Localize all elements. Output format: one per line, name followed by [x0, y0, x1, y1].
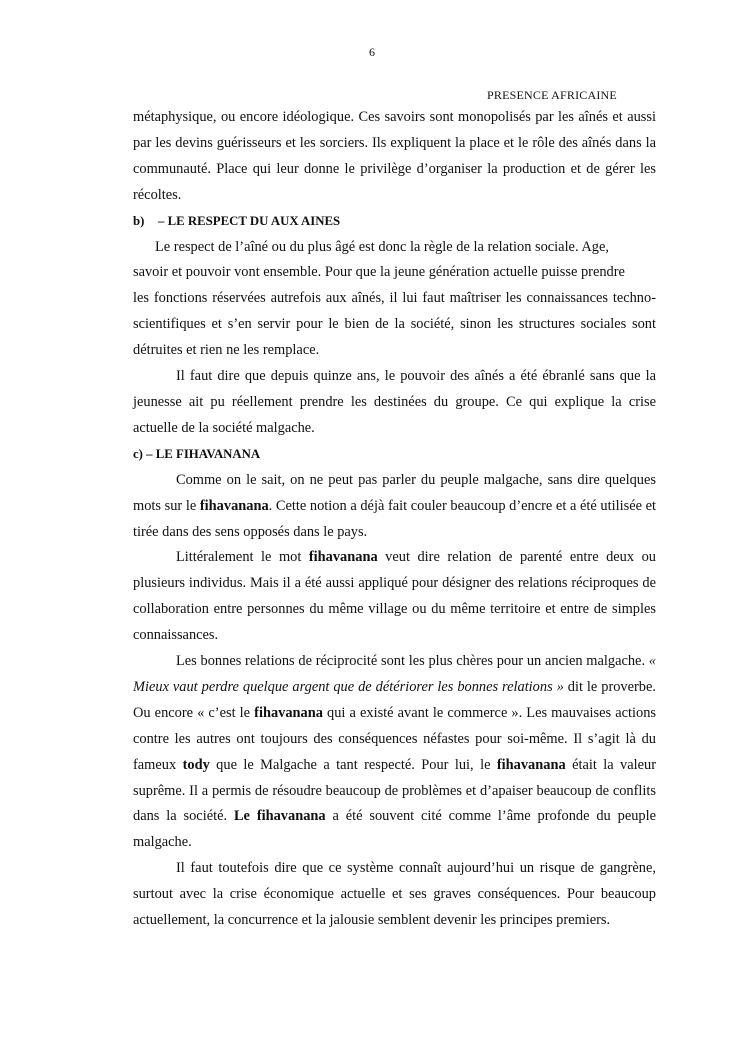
paragraph-7: Il faut toutefois dire que ce système connaît aujourd’hui un risque de gangrène, surtout avec la crise économique actuelle et ses graves conséquences. Pour beaucoup actuellement, la concurrence et la jalousie semblent devenir les principes premiers. [133, 860, 656, 929]
term-le-fihavanana: Le fihavanana [233, 808, 326, 825]
text-run: veut dire relation de parenté entre deux ou plusieurs individus. Mais il a été aussi appliqué pour désigner des relations réciproques de collaboration entre personnes du même village ou du même territoire et entre de simples connaissances. [133, 549, 656, 644]
term-fihavanana: fihavanana [308, 549, 378, 566]
paragraph-2-line-1: Le respect de l’aîné ou du plus âgé est donc la règle de la relation sociale. Age, [155, 238, 609, 255]
text-run: dit le proverbe. Ou encore « c’est le [133, 678, 656, 721]
section-title-b: – LE RESPECT DU AUX AINES [158, 213, 341, 228]
paragraph-6 [133, 649, 656, 856]
section-label-b: b) [133, 213, 145, 228]
paragraph-5 [133, 545, 656, 649]
text-run: Littéralement le mot [176, 549, 309, 566]
term-fihavanana: fihavanana [496, 756, 566, 773]
paragraph-2-line-2: savoir et pouvoir vont ensemble. Pour que la jeune génération actuelle puisse prendre [133, 264, 625, 281]
running-header: PRESENCE AFRICAINE [487, 88, 617, 102]
section-heading-c: c) – LE FIHAVANANA [133, 446, 261, 461]
term-fihavanana: fihavanana [254, 704, 323, 721]
term-fihavanana: fihavanana [199, 497, 269, 514]
document-body [133, 105, 656, 934]
section-heading-b [133, 209, 656, 235]
term-tody: tody [182, 756, 210, 773]
text-run: était la valeur suprême. Il a permis de résoudre beaucoup de problèmes et d’apaiser beaucoup de conflits dans la société. [133, 756, 657, 825]
paragraph-2-rest: les fonctions réservées autrefois aux aînés, il lui faut maîtriser les connaissances techno-scientifiques et s’en servir pour le bien de la société, sinon les structures sociales sont détruites et rien ne les remplace. [133, 290, 656, 359]
paragraph-3: Il faut dire que depuis quinze ans, le pouvoir des aînés a été ébranlé sans que la jeunesse ait pu réellement prendre les destinées du groupe. Ce qui explique la crise actuelle de la société malgache. [133, 368, 656, 436]
paragraph-4 [133, 468, 656, 546]
text-run: qui a existé avant le commerce ». Les mauvaises actions contre les autres ont toujours des conséquences néfastes pour soi-même. Il s’agit là du fameux [133, 704, 656, 773]
text-run: . Cette notion a déjà fait couler beaucoup d’encre et a été utilisée et tirée dans des sens opposés dans le pays. [133, 497, 656, 540]
paragraph-1: métaphysique, ou encore idéologique. Ces savoirs sont monopolisés par les aînés et aussi par les devins guérisseurs et les sorciers. Ils expliquent la place et le rôle des aînés dans la communauté. Place qui leur donne le privilège d’organiser la production et de gérer les récoltes. [133, 109, 656, 203]
text-run: Comme on le sait, on ne peut pas parler du peuple malgache, sans dire quelques mots sur le [133, 471, 656, 514]
proverb-quote: « Mieux vaut perdre quelque argent que de détériorer les bonnes relations » [133, 653, 656, 695]
text-run: a été souvent cité comme l’âme profonde du peuple malgache. [133, 808, 656, 851]
page-number: 6 [369, 45, 375, 59]
text-run: que le Malgache a tant respecté. Pour lui, le [209, 756, 497, 773]
text-run: Les bonnes relations de réciprocité sont les plus chères pour un ancien malgache. [176, 653, 649, 670]
